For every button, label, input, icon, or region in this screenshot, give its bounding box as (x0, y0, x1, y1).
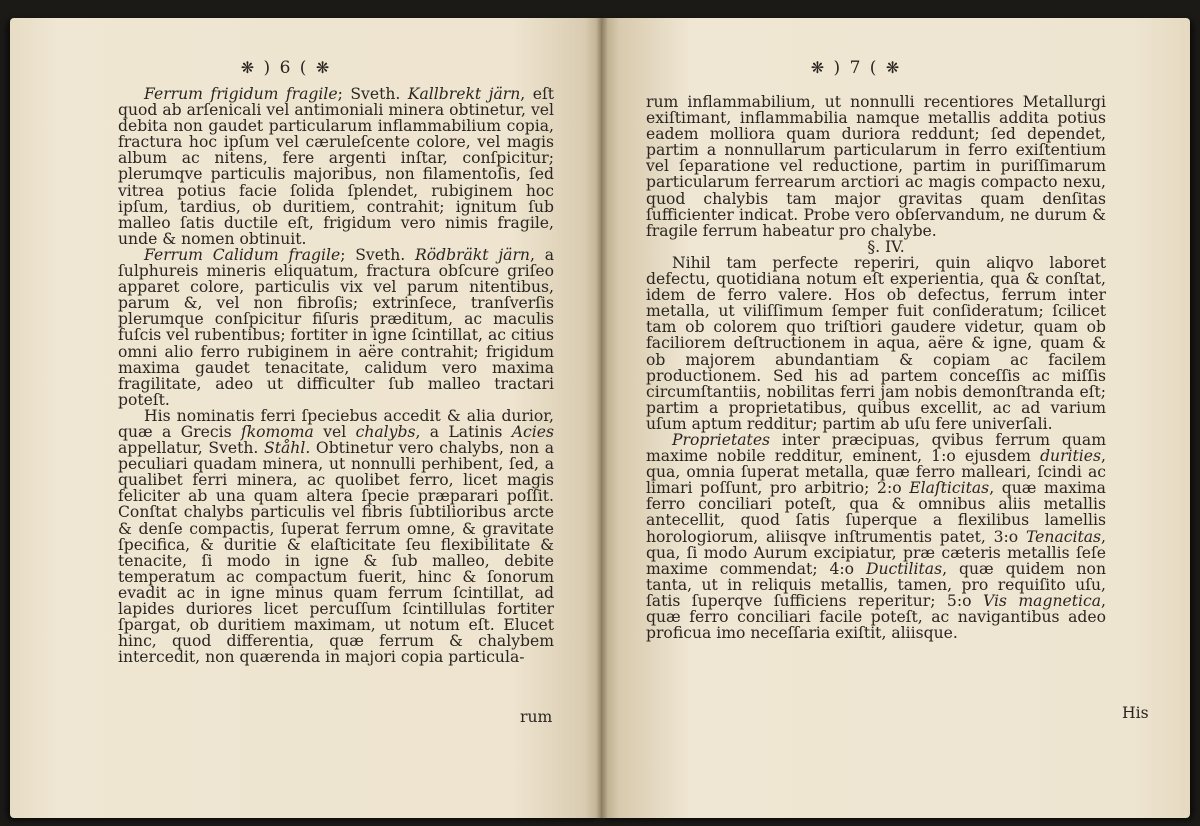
open-book (10, 18, 1190, 818)
left-page-text (118, 86, 554, 665)
italic-term: Proprietates (672, 430, 771, 449)
italic-term: Rödbräkt järn (415, 245, 530, 264)
text-span: vel (313, 422, 356, 441)
right-page (602, 18, 1190, 818)
paragraph: rum inflammabilium, ut nonnulli recentiores Metallurgi exiſtimant, inflammabilia namque metallis addita potius eadem molliora quam duriora reddunt; ſed dependet, partim a nonnullarum particularum in ferro exiſtentium vel ſeparatione vel reductione, partim in puriſſimarum particularum ferrearum arctiori ac magis compacto nexu, quod chalybis tam major gravitas quam denſitas ſufficienter indicat. Probe vero obſervandum, ne durum & fragile ferrum habeatur pro chalybe. (646, 93, 1106, 240)
page-header-left (0, 58, 582, 78)
left-page (10, 18, 602, 818)
text-span: , quæ quidem non tanta, ut in reliquis metallis, tamen, pro requiſito uſu, ſatis ſuperqve ſufficiens reperitur; 5:o (646, 559, 1106, 610)
italic-term: chalybs (355, 422, 416, 441)
paragraph (646, 432, 1106, 641)
fleuron-ornament-icon: ❋ (315, 58, 332, 77)
italic-term: Ductilitas (866, 559, 943, 578)
italic-term: Ståhl. (264, 439, 311, 458)
italic-term: Kallbrekt järn (407, 85, 521, 103)
paragraph (118, 247, 554, 408)
text-span: appellatur, Sveth. (118, 439, 265, 458)
section-heading: §. IV. (867, 237, 905, 256)
text-span: inter præcipuas, qvibus ferrum quam maxime nobile redditur, eminent, 1:o ejusdem (646, 430, 1106, 466)
text-span: , qua, ſi modo Aurum excipiatur, præ cæteris metallis ſeſe maxime commendat; 4:o (646, 527, 1106, 578)
text-span: Obtinetur vero chalybs, non a peculiari quadam minera, ut nonnulli perhibent, ſed, a qualibet ferri minera, ac quolibet ferro, licet magis feliciter ab una quam altera ſpecie præparari poſſit. Conſtat chalybs particulis vel fibris ſubtilioribus arcte & denſe compactis, ſuperat ferrum omne, & gravitate ſpecifica, & duritie & elaſticitate ſeu flexibilitate & tenacite, ſi modo in igne & ſub malleo, debite temperatum ac compactum fuerit, hinc & ſonorum evadit ac in igne minus quam ferrum ſcintillat, ad lapides duriores licet percuſſum ſcintillulas fortiter ſpargat, ob duritiem maximam, ut notum eſt. Elucet hinc, quod differentia, quæ ferrum & chalybem intercedit, non quærenda in majori copia particula- (118, 439, 554, 667)
fleuron-ornament-icon: ❋ (810, 58, 827, 77)
fleuron-ornament-icon: ❋ (885, 58, 902, 77)
page-number: ) 7 ( (833, 58, 879, 78)
paragraph (118, 408, 554, 666)
catchword: His (1122, 704, 1149, 722)
text-span: , quæ ferro conciliari facile poteſt, ac navigantibus adeo proficua imo neceſſaria exiſtit, aliisque. (646, 591, 1106, 643)
catchword: rum (520, 708, 553, 726)
paragraph (118, 86, 554, 247)
text-span: , quæ maxima ferro conciliari poteſt, qua & omnibus aliis metallis antecellit, quod ſatis ſuperque a flexilibus lamellis horologiorum, aliisqve inſtrumentis patet, 3:o (646, 479, 1106, 546)
text-span: His nominatis ferri ſpeciebus accedit & alia durior, quæ a Grecis (118, 406, 554, 441)
paragraph: Nihil tam perfecte reperiri, quin aliqvo laboret defectu, quotidiana notum eſt experientia, qua & conſtat, idem de ferro valere. Hos ob defectus, ferrum inter metalla, ut viliſſimum ſemper fuit conſideratum; ſcilicet tam ob colorem quo triſtiori gaudere videtur, quam ob faciliorem deſtructionem in aqua, aëre & igne, quam & ob majorem abundantiam & copiam ac facilem productionem. Sed his ad partem conceſſis ac miſſis circumſtantiis, nobilitas ferri jam nobis demonſtranda eſt; partim a proprietatibus, quibus excellit, ac ad varium uſum aptum redditur; partim ab uſu fere univerſali. (646, 253, 1106, 433)
page-number: ) 6 ( (263, 58, 309, 78)
italic-term: Vis magnetica (982, 591, 1102, 610)
right-page-text (646, 94, 1106, 641)
fleuron-ornament-icon: ❋ (240, 58, 257, 77)
italic-term: Ferrum Calidum fragile (144, 245, 341, 264)
text-span: , a ſulphureis mineris eliquatum, fractura obſcure griſeo apparet colore, particulis vix vel parum nitentibus, parum &, vel non fibroſis; extrinſece, tranſverſis plerumque conſpicitur fiſuris præditum, ac maculis fuſcis vel rubentibus; fortiter in igne ſcintillat, ac citius omni alio ferro rubiginem in aëre contrahit; frigidum maxima gaudet tenacitate, calidum vero maxima fragilitate, adeo ut difficulter ſub malleo tractari poteſt. (118, 245, 554, 409)
text-span: , qua, omnia ſuperat metalla, quæ ferro malleari, ſcindi ac limari poſſunt, pro arbitrio; 2:o (646, 447, 1106, 498)
page-header-right (562, 58, 1150, 78)
text-span: ; Sveth. (340, 245, 415, 264)
text-span: , eſt quod ab arſenicali vel antimoniali minera obtinetur, vel debita non gaudet particularum inflammabilium copia, fractura hoc ipſum vel cæruleſcente colore, vel magis album ac nitens, fere argenti inſtar, conſpicitur; plerumqve particulis majoribus, non filamentoſis, ſed vitrea potius facie ſolida ſplendet, rubiginem hoc ipſum, tardius, ob duritiem, contrahit; ignitum ſub malleo ſatis ductile eſt, frigidum vero nimis fragile, unde & nomen obtinuit. (118, 85, 554, 248)
italic-term: Acies (511, 422, 554, 441)
book-gutter (596, 18, 608, 818)
italic-term: Elaſticitas (909, 479, 990, 498)
italic-term: ſkomoma (240, 422, 314, 441)
italic-term: durities (1040, 447, 1102, 466)
italic-term: Tenacitas (1025, 527, 1102, 546)
text-span: ; Sveth. (337, 85, 408, 103)
italic-term: Ferrum frigidum fragile (144, 85, 338, 103)
text-span: , a Latinis (415, 422, 512, 441)
